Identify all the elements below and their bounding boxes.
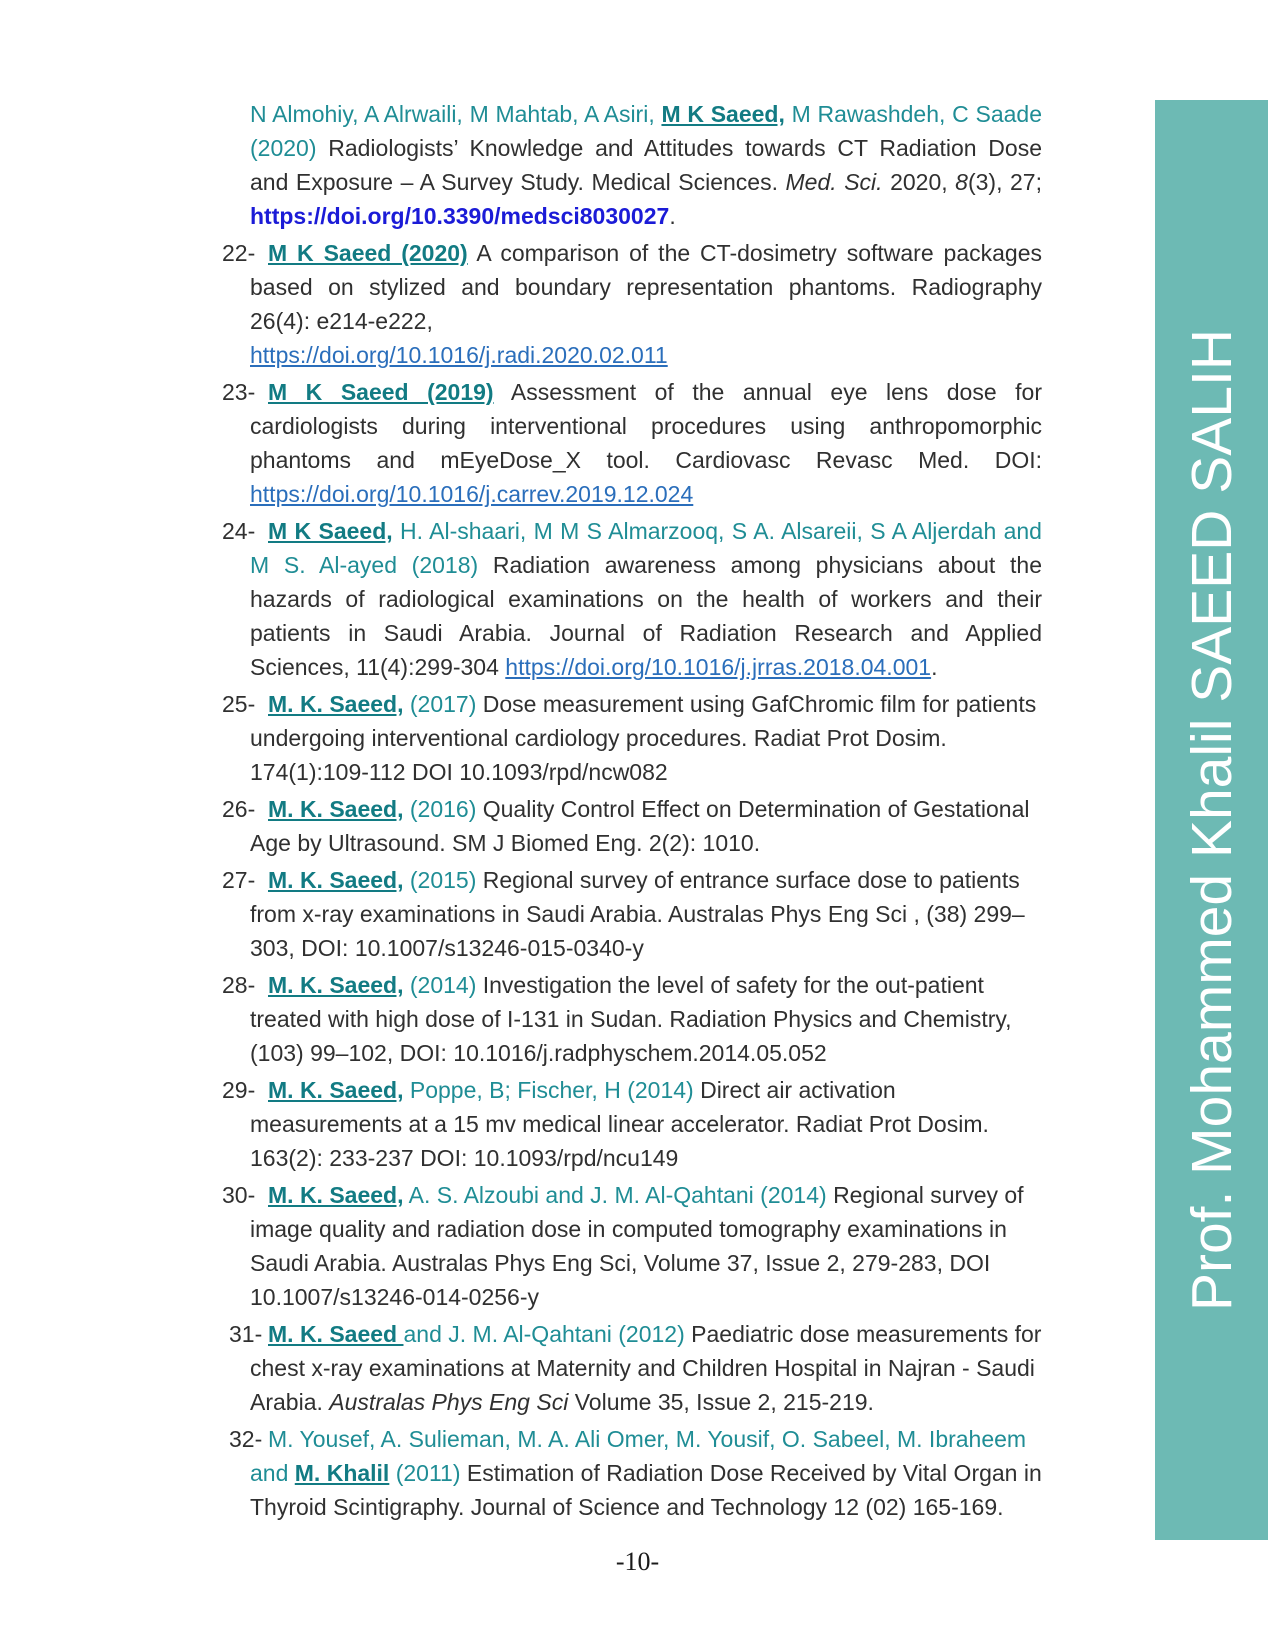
reference-number: 29- <box>222 1077 256 1103</box>
doi-link[interactable]: https://doi.org/10.1016/j.radi.2020.02.011 <box>250 342 668 368</box>
text-run: Australas Phys Eng Sci <box>329 1389 569 1415</box>
text-run: A comparison of the CT-dosimetry software packages based on stylized and boundary representation phantoms. Radiography 26(4): e214-e222, <box>250 240 1042 334</box>
reference-number: 31- <box>229 1321 263 1347</box>
author-name-highlight: M. Khalil <box>294 1460 390 1486</box>
author-name-highlight: M K Saeed, <box>661 101 785 127</box>
reference-number: 30- <box>222 1182 256 1208</box>
author-name-highlight: M. K. Saeed, <box>268 796 404 822</box>
author-name-highlight: M. K. Saeed, <box>268 691 404 717</box>
text-run: . <box>931 654 938 680</box>
author-name-highlight: M K Saeed (2020) <box>268 240 468 266</box>
reference-number: 22- <box>222 240 256 266</box>
text-run: (2011) <box>389 1460 467 1486</box>
text-run: Direct air activation measurements at a 15 mv medical linear accelerator. Radiat Prot Dosim. 163(2): 233-237 DOI: 10.1093/rpd/ncu149 <box>250 1077 989 1171</box>
text-run: Radiologists’ Knowledge and Attitudes towards CT Radiation Dose and Exposure – A Survey Study. Medical Sciences. <box>250 135 1043 195</box>
reference-item <box>215 514 1042 684</box>
text-run: (2015) <box>403 867 483 893</box>
text-run: Poppe, B; Fischer, H (2014) <box>403 1077 701 1103</box>
doi-link[interactable]: https://doi.org/10.1016/j.jrras.2018.04.001 <box>505 654 932 680</box>
reference-item <box>215 375 1042 511</box>
author-name-highlight: M. K. Saeed, <box>268 867 404 893</box>
reference-item <box>215 687 1042 789</box>
text-run: and J. M. Al-Qahtani (2012) <box>403 1321 692 1347</box>
reference-number: 23- <box>222 379 256 405</box>
text-run: M. Yousef, A. Sulieman, M. A. Ali Omer, M. Yousif, O. Sabeel, M. Ibraheem and <box>250 1426 1027 1486</box>
reference-list <box>215 97 1042 1527</box>
author-name-highlight: M K Saeed, <box>268 518 393 544</box>
text-run: M Rawashdeh, C Saade (2020) <box>250 101 1042 161</box>
text-run: (3), 27; <box>967 169 1042 195</box>
text-run: (2017) <box>403 691 483 717</box>
text-run: . <box>669 203 676 229</box>
text-run: N Almohiy, A Alrwaili, M Mahtab, A Asiri, <box>250 101 662 127</box>
text-run: Estimation of Radiation Dose Received by Vital Organ in Thyroid Scintigraphy. Journal of Science and Technology 12 (02) 165-169. <box>250 1460 1042 1520</box>
reference-item <box>215 236 1042 372</box>
reference-item <box>215 97 1042 233</box>
reference-number: 28- <box>222 972 256 998</box>
reference-number: 27- <box>222 867 256 893</box>
text-run: Dose measurement using GafChromic film for patients undergoing interventional cardiology procedures. Radiat Prot Dosim. 174(1):109-112 DOI 10.1093/rpd/ncw082 <box>250 691 1037 785</box>
reference-item <box>215 792 1042 860</box>
text-run: Paediatric dose measurements for chest x-ray examinations at Maternity and Children Hospital in Najran - Saudi Arabia. <box>250 1321 1042 1415</box>
reference-number: 25- <box>222 691 256 717</box>
text-run: 2020, <box>882 169 956 195</box>
text-run: Radiation awareness among physicians about the hazards of radiological examinations on the health of workers and their patients in Saudi Arabia. Journal of Radiation Research and Applied Sciences, 11(4):299-304 <box>250 552 1042 680</box>
text-run: H. Al-shaari, M M S Almarzooq, S A. Alsareii, S A Aljerdah and M S. Al-ayed (2018) <box>250 518 1042 578</box>
text-run: Quality Control Effect on Determination of Gestational Age by Ultrasound. SM J Biomed Eng. 2(2): 1010. <box>250 796 1030 856</box>
author-name-highlight: M. K. Saeed <box>268 1321 404 1347</box>
reference-item <box>215 863 1042 965</box>
text-run: 8 <box>955 169 968 195</box>
reference-item <box>215 1073 1042 1175</box>
text-run: Volume 35, Issue 2, 215-219. <box>568 1389 874 1415</box>
text-run: (2014) <box>403 972 483 998</box>
reference-number: 26- <box>222 796 256 822</box>
text-run: Regional survey of entrance surface dose to patients from x-ray examinations in Saudi Arabia. Australas Phys Eng Sci , (38) 299–303, DOI: 10.1007/s13246-015-0340-y <box>250 867 1025 961</box>
reference-number: 24- <box>222 518 256 544</box>
doi-link[interactable]: https://doi.org/10.3390/medsci8030027 <box>250 203 670 229</box>
reference-item <box>215 1317 1042 1419</box>
author-name-highlight: M K Saeed (2019) <box>268 379 494 405</box>
text-run: Med. Sci. <box>785 169 883 195</box>
page-number: -10- <box>615 1547 660 1576</box>
text-run: (2016) <box>403 796 483 822</box>
author-name-highlight: M. K. Saeed, <box>268 972 404 998</box>
text-run: Assessment of the annual eye lens dose for cardiologists during interventional procedures using anthropomorphic phantoms and mEyeDose_X tool. Cardiovasc Revasc Med. DOI: <box>250 379 1042 473</box>
professor-name-vertical: Prof. Mohammed Khalil SAEED SALIH <box>1179 328 1244 1312</box>
reference-item <box>215 968 1042 1070</box>
text-run: Investigation the level of safety for the out-patient treated with high dose of I-131 in Sudan. Radiation Physics and Chemistry, (103) 99–102, DOI: 10.1016/j.radphyschem.2014.05.052 <box>250 972 1012 1066</box>
sidebar-banner <box>1155 100 1268 1540</box>
author-name-highlight: M. K. Saeed, <box>268 1182 404 1208</box>
reference-item <box>215 1422 1042 1524</box>
text-run: A. S. Alzoubi and J. M. Al-Qahtani (2014) <box>403 1182 834 1208</box>
reference-item <box>215 1178 1042 1314</box>
text-run: Regional survey of image quality and radiation dose in computed tomography examinations in Saudi Arabia. Australas Phys Eng Sci, Volume 37, Issue 2, 279-283, DOI 10.1007/s13246-014-0256-y <box>250 1182 1024 1310</box>
reference-number: 32- <box>229 1426 263 1452</box>
author-name-highlight: M. K. Saeed, <box>268 1077 404 1103</box>
doi-link[interactable]: https://doi.org/10.1016/j.carrev.2019.12.024 <box>250 481 694 507</box>
